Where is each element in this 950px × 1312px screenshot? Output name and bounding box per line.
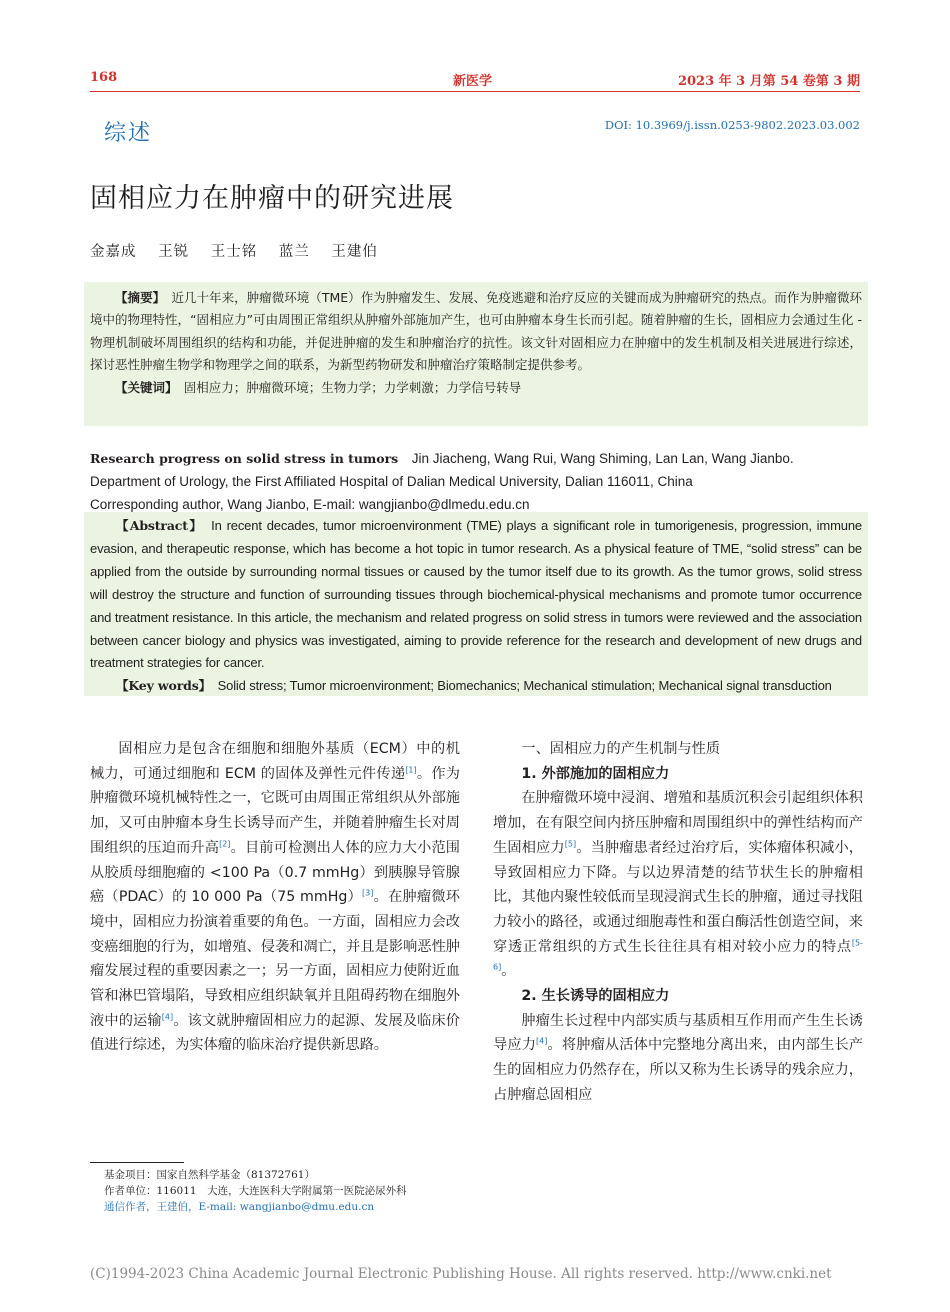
text-run: 。当肿瘤患者经过治疗后，实体瘤体积减小，导致固相应力下降。与以边界清楚的结节状生长的肿瘤相比，其他内聚性较低而呈现浸润式生长的肿瘤，通过寻找阻力较小的路径，或通过细胞毒性和蛋白酶活性创造空间，来穿透正常组织的方式生长往往具有相对较小应力的特点 bbox=[493, 839, 863, 955]
page-title: 固相应力在肿瘤中的研究进展 bbox=[90, 183, 454, 214]
text-run: 。将肿瘤从活体中完整地分离出来，由内部生长产生的固相应力仍然存在，所以又称为生长诱导的残余应力，占肿瘤总固相应 bbox=[493, 1037, 863, 1103]
issue-info: 2023 年 3 月第 54 卷第 3 期 bbox=[677, 74, 860, 89]
footnote-corresponding[interactable]: 通信作者，王建伯，E-mail: wangjianbo@dmu.edu.cn bbox=[104, 1201, 375, 1213]
footnote-rule bbox=[90, 1162, 184, 1163]
text-run: 在肿瘤微环境中浸润、增殖和基质沉积会引起组织体积增加，在有限空间内挤压肿瘤和周围组织中的弹性结构而产生固相应力 bbox=[493, 790, 863, 856]
cn-abstract-label: 【摘要】 bbox=[115, 290, 159, 305]
cn-keywords-label: 【关键词】 bbox=[115, 379, 172, 395]
en-keywords-label: 【Key words】 bbox=[116, 678, 205, 694]
cn-abstract bbox=[90, 287, 862, 399]
en-header bbox=[90, 447, 862, 516]
citation-ref[interactable]: [4] bbox=[536, 1036, 548, 1046]
citation-ref[interactable]: [2] bbox=[219, 839, 231, 849]
body-paragraph bbox=[493, 786, 863, 984]
en-abstract bbox=[90, 515, 862, 698]
en-abstract-text: In recent decades, tumor microenvironment (TME) plays a significant role in tumorigenesis, progression, immune evasion, and therapeutic response, which has become a hot topic in tumor research. As a physical feature of TME, “solid stress” can be applied from the outside by surrounding normal tissues or caused by the tumor itself due to its growth. As the tumor grows, solid stress will destroy the structure and function of surrounding tissues through biochemical-physical mechanisms and promote tumor occurrence and treatment resistance. In this article, the mechanism and related progress on solid stress in tumors were reviewed and the association between cancer biology and physics was investigated, aiming to provide reference for the research and development of new drugs and treatment strategies for cancer. bbox=[90, 518, 862, 671]
en-affiliation: Department of Urology, the First Affiliated Hospital of Dalian Medical University, Dalian 116011, China bbox=[90, 474, 693, 489]
en-corresponding: Corresponding author, Wang Jianbo, E-mail: wangjianbo@dlmedu.edu.cn bbox=[90, 497, 530, 512]
cn-keywords: 固相应力；肿瘤微环境；生物力学；力学刺激；力学信号转导 bbox=[183, 379, 522, 395]
authors: 金嘉成 王锐 王士铭 蓝兰 王建伯 bbox=[90, 244, 378, 260]
text-run: 肿瘤生长过程中内部实质与基质相互作用而产生生长诱导应力 bbox=[493, 1012, 863, 1054]
journal-name: 新医学 bbox=[453, 74, 493, 89]
body-right-column bbox=[493, 737, 863, 1108]
cn-abstract-text: 近几十年来，肿瘤微环境（TME）作为肿瘤发生、发展、免疫逃避和治疗反应的关键而成为肿瘤研究的热点。而作为肿瘤微环境中的物理特性，“固相应力”可由周围正常组织从肿瘤外部施加产生，也可由肿瘤本身生长而引起。随着肿瘤的生长，固相应力会通过生化 - 物理机制破坏周围组织的结构和功能，并促进肿瘤的发生和肿瘤治疗的抗性。该文针对固相应力在肿瘤中的发生机制及相关进展进行综述，探讨恶性肿瘤生物学和物理学之间的联系，为新型药物研发和肿瘤治疗策略制定提供参考。 bbox=[90, 290, 862, 373]
text-run: 。目前可检测出人体的应力大小范围从胶质母细胞瘤的 <100 Pa（0.7 mmHg）到胰腺导管腺癌（PDAC）的 10 000 Pa（75 mmHg） bbox=[90, 839, 460, 906]
en-abstract-label: 【Abstract】 bbox=[116, 518, 197, 533]
header-rule bbox=[90, 91, 860, 92]
body-left-column bbox=[90, 737, 460, 1058]
subsection-heading: 1. 外部施加的固相应力 bbox=[521, 765, 670, 782]
footnote-affiliation: 作者单位：116011 大连，大连医科大学附属第一医院泌尿外科 bbox=[104, 1185, 407, 1197]
en-title: Research progress on solid stress in tumors bbox=[90, 451, 399, 466]
citation-ref[interactable]: [1] bbox=[405, 764, 417, 774]
text-run: 。作为肿瘤微环境机械特性之一，它既可由周围正常组织从外部施加，又可由肿瘤本身生长诱导而产生，并随着肿瘤生长对周围组织的压迫而升高 bbox=[90, 765, 460, 856]
page-number: 168 bbox=[90, 70, 118, 85]
text-run: 固相应力是包含在细胞和细胞外基质（ECM）中的机械力，可通过细胞和 ECM 的固体及弹性元件传递 bbox=[90, 741, 460, 782]
section-tag: 综述 bbox=[104, 121, 153, 146]
intro-paragraph bbox=[90, 737, 460, 1058]
footnote-fund: 基金项目：国家自然科学基金（81372761） bbox=[104, 1169, 315, 1181]
citation-ref[interactable]: [5-6] bbox=[493, 937, 863, 972]
body-paragraph bbox=[493, 1009, 863, 1108]
text-run: 。该文就肿瘤固相应力的起源、发展及临床价值进行综述，为实体瘤的临床治疗提供新思路。 bbox=[90, 1012, 460, 1054]
subsection-heading: 2. 生长诱导的固相应力 bbox=[521, 988, 670, 1005]
text-run: 。 bbox=[501, 963, 516, 980]
en-authors: Jin Jiacheng, Wang Rui, Wang Shiming, Lan Lan, Wang Jianbo. bbox=[411, 451, 794, 466]
citation-ref[interactable]: [4] bbox=[161, 1012, 174, 1021]
section-heading: 一、固相应力的产生机制与性质 bbox=[521, 741, 721, 757]
citation-ref[interactable]: [5] bbox=[564, 839, 577, 849]
text-run: 。在肿瘤微环境中，固相应力扮演着重要的角色。一方面，固相应力会改变癌细胞的行为，如增殖、侵袭和凋亡，并且是影响恶性肿瘤发展过程的重要因素之一；另一方面，固相应力使附近血管和淋巴管塌陷，导致相应组织缺氧并且阻碍药物在细胞外液中的运输 bbox=[90, 889, 460, 1029]
copyright-watermark: (C)1994-2023 China Academic Journal Electronic Publishing House. All rights reserved. http://www.cnki.net bbox=[90, 1266, 832, 1282]
citation-ref[interactable]: [3] bbox=[362, 888, 374, 898]
en-keywords: Solid stress; Tumor microenvironment; Biomechanics; Mechanical stimulation; Mechanical signal transduction bbox=[217, 678, 832, 694]
doi[interactable]: DOI: 10.3969/j.issn.0253-9802.2023.03.002 bbox=[604, 118, 860, 132]
